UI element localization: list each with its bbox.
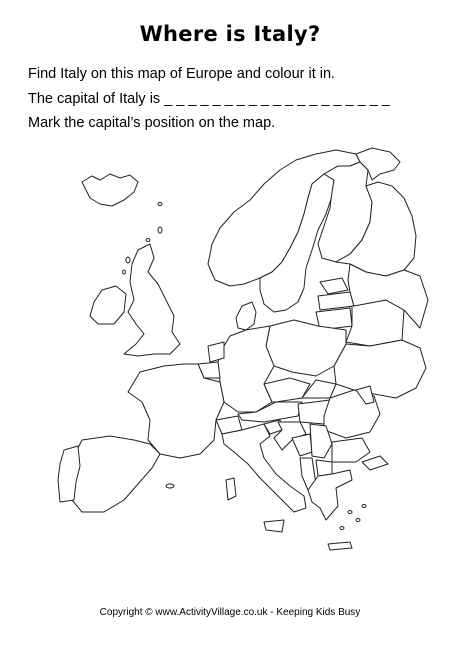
- copyright-footer: Copyright © www.ActivityVillage.co.uk - Keeping Kids Busy: [99, 607, 361, 618]
- hebrides-island: [123, 270, 126, 274]
- island: [340, 527, 344, 530]
- belarus[interactable]: [346, 300, 404, 346]
- crete[interactable]: [328, 542, 352, 550]
- island: [348, 511, 352, 514]
- balearic-island: [166, 484, 174, 488]
- sardinia[interactable]: [226, 478, 236, 500]
- orkney-island: [146, 239, 150, 242]
- small-island: [158, 203, 162, 206]
- instruction-capital-blank: The capital of Italy is _ _ _ _ _ _ _ _ _ _ _ _ _ _ _ _ _ _ _: [28, 91, 390, 107]
- worksheet-title: Where is Italy?: [139, 22, 321, 46]
- ireland[interactable]: [90, 286, 126, 324]
- island: [362, 505, 366, 508]
- island: [356, 519, 360, 522]
- great-britain[interactable]: [124, 244, 180, 356]
- sicily[interactable]: [264, 520, 284, 532]
- instruction-mark-capital: Mark the capital’s position on the map.: [28, 115, 276, 131]
- netherlands[interactable]: [208, 342, 224, 362]
- germany[interactable]: [218, 326, 274, 412]
- denmark[interactable]: [236, 302, 256, 330]
- spain[interactable]: [72, 436, 160, 512]
- bulgaria[interactable]: [332, 438, 370, 462]
- iceland[interactable]: [82, 174, 138, 206]
- ukraine[interactable]: [334, 340, 426, 398]
- latvia[interactable]: [318, 292, 354, 310]
- macedonia[interactable]: [316, 460, 332, 476]
- instruction-find-italy: Find Italy on this map of Europe and colour it in.: [28, 66, 336, 82]
- europe-outline-map[interactable]: [20, 140, 440, 595]
- bosnia[interactable]: [292, 434, 312, 456]
- shetland-island: [158, 227, 162, 233]
- hebrides-island: [126, 257, 130, 263]
- turkey-europe[interactable]: [362, 456, 388, 470]
- estonia[interactable]: [320, 278, 348, 294]
